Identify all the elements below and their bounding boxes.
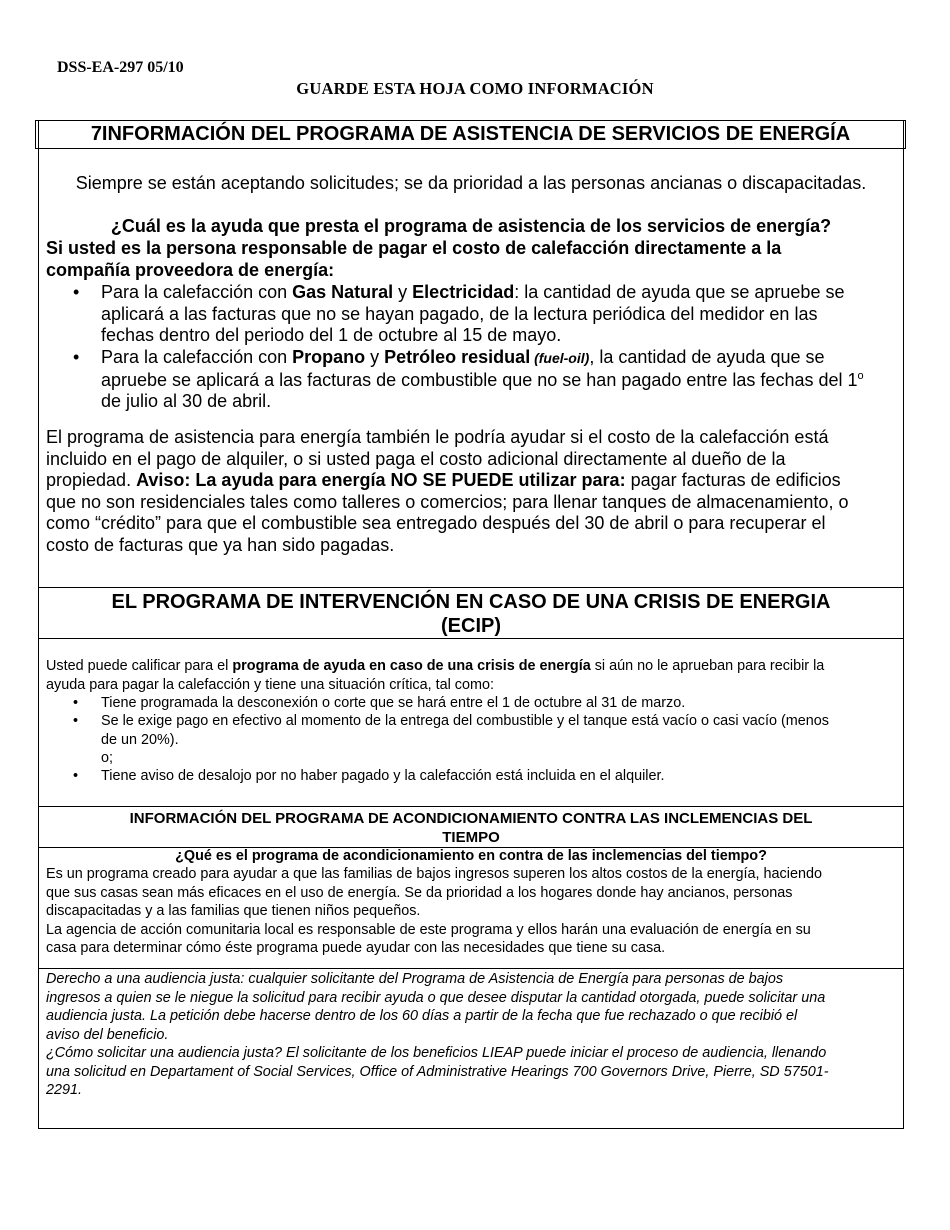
weatherization-title-line-2: TIEMPO	[442, 829, 500, 846]
ecip-bullet2-line-1: Se le exige pago en efectivo al momento de la entrega del combustible y el tanque está vacío o casi vacío (menos	[101, 713, 829, 729]
rent-line-2: incluido en el pago de alquiler, o si usted paga el costo adicional directamente al dueño de la	[46, 448, 786, 469]
bullet2-pre: Para la calefacción con	[101, 347, 293, 367]
ecip-bullet-eviction: Tiene aviso de desalojo por no haber pagado y la calefacción está incluida en el alquiler.	[101, 768, 665, 784]
form-id: DSS-EA-297 05/10	[57, 59, 184, 76]
fuel-electricity: Electricidad	[412, 282, 515, 302]
fuel-propane: Propano	[292, 347, 366, 367]
rent-line-1: El programa de asistencia para energía también le podría ayudar si el costo de la calefacción está	[46, 427, 829, 447]
divider	[39, 587, 903, 588]
ecip-intro-post: si aún no le aprueban para recibir la	[590, 658, 825, 674]
fuel-natural-gas: Gas Natural	[292, 282, 394, 302]
bullet-dot: •	[73, 768, 79, 784]
document-frame	[38, 120, 904, 1129]
divider	[39, 638, 903, 639]
hearing-p1-line-3: audiencia justa. La petición debe hacerse dentro de los 60 días a partir de la fecha que fue rechazado o que recibió el	[46, 1008, 798, 1024]
bullet2-rest: , la cantidad de ayuda que se	[589, 347, 825, 367]
bullet1-line2: aplicará a las facturas que no se hayan pagado, de la lectura periódica del medidor en las	[101, 303, 818, 324]
bullet-dot: •	[73, 282, 80, 302]
bullet-dot: •	[73, 695, 79, 711]
hearing-p1-line-1: Derecho a una audiencia justa: cualquier solicitante del Programa de Asistencia de Energía para personas de bajos	[46, 971, 784, 987]
rent-line-5: como “crédito” para que el combustible sea entregado después del 30 de abril o para recuperar el	[46, 513, 826, 533]
weatherization-question: ¿Qué es el programa de acondicionamiento en contra de las inclemencias del tiempo?	[175, 848, 767, 864]
energy-bullet-propane-oil	[101, 347, 901, 413]
weatherization-title-line-1: INFORMACIÓN DEL PROGRAMA DE ACONDICIONAMIENTO CONTRA LAS INCLEMENCIAS DEL	[129, 810, 813, 827]
ecip-or: o;	[101, 750, 114, 766]
ecip-intro-bold: programa de ayuda en caso de una crisis de energía	[232, 658, 591, 674]
weatherization-p2-line-2: casa para determinar cómo éste programa puede ayudar con las necesidades que tiene su casa.	[46, 940, 666, 956]
bullet2-line3: de julio al 30 de abril.	[101, 391, 272, 411]
bullet-dot: •	[73, 347, 80, 367]
fuel-oil-note: (fuel-oil)	[534, 350, 590, 366]
energy-assistance-question: ¿Cuál es la ayuda que presta el programa de asistencia de los servicios de energía?	[110, 216, 832, 236]
weatherization-title	[39, 809, 903, 847]
bullet2-line2: apruebe se aplicará a las facturas de combustible que no se han pagado entre las fechas del 1	[101, 369, 858, 390]
ecip-bullet-tank	[101, 712, 901, 768]
ecip-bullet2-line-2: de un 20%).	[101, 731, 179, 748]
bullet1-and: y	[393, 282, 413, 302]
rent-line-3-post: pagar facturas de edificios	[625, 470, 841, 490]
ecip-intro	[46, 657, 902, 694]
bullet1-pre: Para la calefacción con	[101, 282, 293, 302]
rent-paragraph	[46, 427, 902, 556]
rent-line-4: que no son residenciales tales como talleres o comercios; para llenar tanques de almacenamiento, o	[46, 491, 849, 512]
superscript-o: o	[857, 369, 864, 382]
ecip-title-line-2: (ECIP)	[441, 615, 501, 637]
responsible-line-2: compañía proveedora de energía:	[46, 260, 335, 280]
keep-notice: GUARDE ESTA HOJA COMO INFORMACIÓN	[296, 79, 654, 98]
energy-assistance-title-box	[35, 120, 906, 149]
energy-assistance-title: 7INFORMACIÓN DEL PROGRAMA DE ASISTENCIA DE SERVICIOS DE ENERGÍA	[90, 123, 851, 145]
ecip-title-line-1: EL PROGRAMA DE INTERVENCIÓN EN CASO DE UNA CRISIS DE ENERGIA	[111, 591, 831, 613]
rent-line-3-pre: propiedad.	[46, 470, 137, 490]
energy-assistance-intro: Siempre se están aceptando solicitudes; se da prioridad a las personas ancianas o discapacitadas.	[75, 173, 867, 193]
bullet2-and: y	[365, 347, 385, 367]
weatherization-p1-line-2: que sus casas sean más eficaces en el uso de energía. Se da prioridad a los hogares donde hay ancianos, personas	[46, 884, 793, 901]
energy-bullet-gas-electric	[101, 282, 901, 347]
hearing-p2-line-2: una solicitud en Departament of Social Services, Office of Administrative Hearings 700 Governors Drive, Pierre, SD 57501-	[46, 1063, 829, 1080]
ecip-intro-pre: Usted puede calificar para el	[46, 658, 233, 674]
divider	[39, 968, 903, 969]
fuel-residual-oil: Petróleo residual	[384, 347, 531, 367]
ecip-intro-line-2: ayuda para pagar la calefacción y tiene una situación crítica, tal como:	[46, 676, 494, 693]
rent-line-6: costo de facturas que ya han sido pagadas.	[46, 534, 395, 555]
weatherization-p2-line-1: La agencia de acción comunitaria local es responsable de este programa y ellos harán una evaluación de energía en su	[46, 921, 811, 938]
weatherization-p1-line-1: Es un programa creado para ayudar a que las familias de bajos ingresos superen los altos costos de la energía, haciendo	[46, 866, 822, 882]
hearing-p1-line-2: ingresos a quien se le niegue la solicitud para recibir ayuda o que desee disputar la cantidad otorgada, puede solicitar una	[46, 989, 826, 1006]
notice-bold: Aviso: La ayuda para energía NO SE PUEDE utilizar para:	[136, 470, 626, 490]
divider	[39, 806, 903, 807]
hearing-p1-line-4: aviso del beneficio.	[46, 1026, 169, 1043]
hearing-p2-line-1: ¿Cómo solicitar una audiencia justa? El solicitante de los beneficios LIEAP puede iniciar el proceso de audiencia, llenando	[46, 1045, 827, 1061]
weatherization-paragraphs	[46, 865, 902, 958]
bullet-dot: •	[73, 713, 79, 729]
fuel-oil-note-wrap	[530, 350, 589, 366]
fair-hearing	[46, 970, 904, 1100]
ecip-bullet-disconnect: Tiene programada la desconexión o corte que se hará entre el 1 de octubre al 31 de marzo.	[101, 695, 686, 711]
bullet1-line3: fechas dentro del periodo del 1 de octubre al 15 de mayo.	[101, 325, 562, 345]
ecip-title	[39, 590, 903, 638]
bullet1-rest: : la cantidad de ayuda que se apruebe se	[514, 282, 845, 302]
weatherization-p1-line-3: discapacitadas y a las familias que tienen niños pequeños.	[46, 903, 421, 919]
responsible-line-1: Si usted es la persona responsable de pagar el costo de calefacción directamente a la	[46, 238, 782, 258]
hearing-p2-line-3: 2291.	[46, 1082, 83, 1098]
